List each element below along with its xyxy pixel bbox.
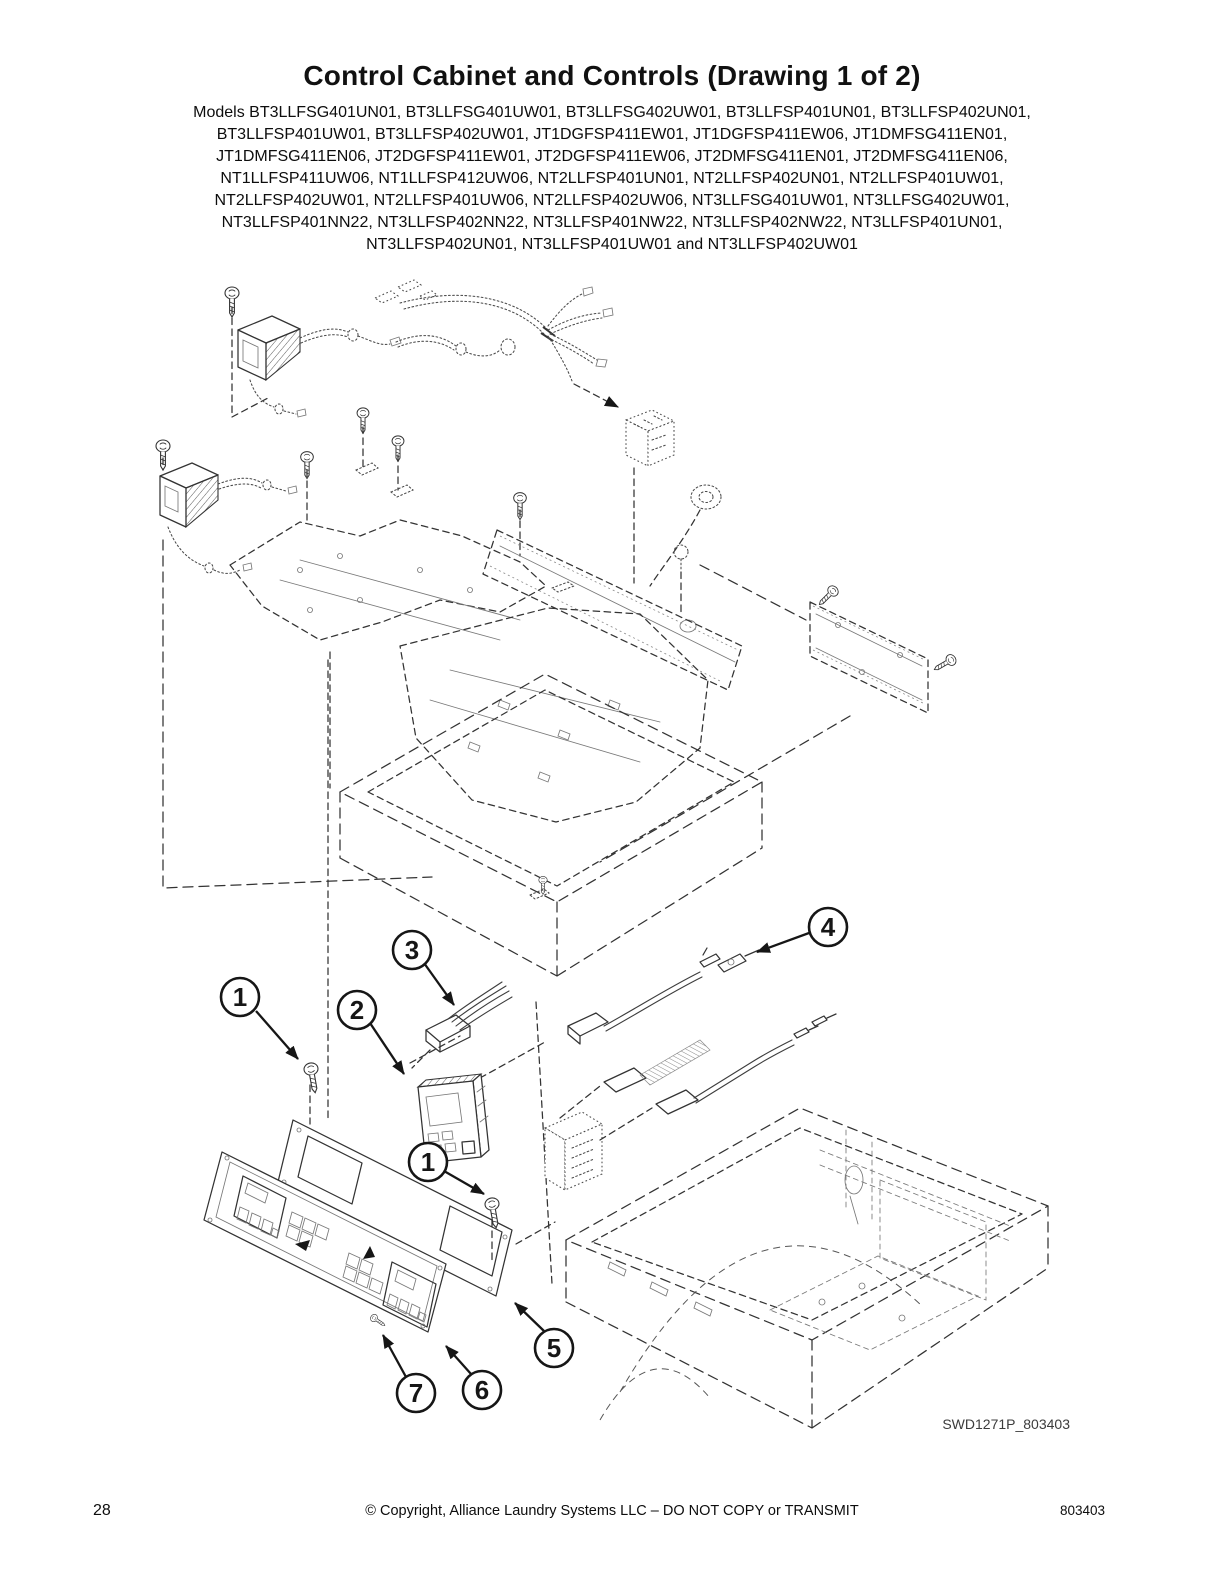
mounting-plates — [230, 408, 708, 822]
callout-3 — [393, 931, 454, 1005]
screw-glyph — [815, 584, 840, 609]
model-list-line: NT3LLFSP402UN01, NT3LLFSP401UW01 and NT3LLFSP402UW01 — [366, 236, 858, 253]
transformer-module-left — [156, 440, 432, 888]
callout-label: 3 — [404, 935, 420, 965]
callout-6 — [446, 1346, 501, 1409]
callout-4 — [757, 908, 847, 952]
callout-7 — [383, 1335, 435, 1412]
callout-label: 4 — [820, 912, 836, 942]
model-list-line: BT3LLFSP401UW01, BT3LLFSP402UW01, JT1DGFSP411EW01, JT1DGFSP411EW06, JT1DMFSG411EN01, — [216, 126, 1008, 143]
support-rail — [483, 530, 742, 690]
callout-label: 1 — [232, 982, 248, 1012]
callout-5 — [515, 1303, 573, 1367]
model-list-line: JT1DMFSG411EN06, JT2DGFSP411EW01, JT2DGFSP411EW06, JT2DMFSG411EN01, JT2DMFSG411EN06, — [216, 148, 1008, 165]
screw-glyph — [303, 1062, 322, 1094]
cabinet-base — [536, 1002, 1048, 1428]
screw-glyph — [156, 440, 170, 470]
callout-label: 5 — [546, 1333, 562, 1363]
callout-label: 1 — [420, 1147, 436, 1177]
model-list-line: NT2LLFSP402UW01, NT2LLFSP401UW06, NT2LLFSP402UW06, NT3LLFSG401UW01, NT3LLFSG402UW01, — [214, 192, 1010, 209]
ignition-module-top — [225, 287, 515, 417]
copyright-notice: © Copyright, Alliance Laundry Systems LLC – DO NOT COPY or TRANSMIT — [365, 1503, 859, 1519]
screw-glyph — [369, 1313, 387, 1329]
control-hood — [340, 674, 762, 976]
page-number: 28 — [93, 1502, 111, 1519]
callout-label: 6 — [474, 1375, 490, 1405]
page-footer — [0, 1502, 1224, 1524]
model-list — [92, 102, 1132, 256]
callout-label: 7 — [408, 1378, 424, 1408]
page-title: Control Cabinet and Controls (Drawing 1 of 2) — [303, 60, 921, 91]
callout-2 — [338, 991, 404, 1074]
screw-glyph — [539, 876, 547, 894]
drawing-code: SWD1271P_803403 — [942, 1416, 1070, 1432]
model-list-line: NT1LLFSP411UW06, NT1LLFSP412UW06, NT2LLFSP401UN01, NT2LLFSP402UN01, NT2LLFSP401UW01, — [220, 170, 1004, 187]
model-list-line: NT3LLFSP401NN22, NT3LLFSP402NN22, NT3LLFSP401NW22, NT3LLFSP402NW22, NT3LLFSP401UN01, — [221, 214, 1003, 231]
callout-label: 2 — [349, 995, 365, 1025]
main-wire-harness — [375, 280, 618, 407]
callout-1a — [221, 978, 298, 1059]
screw-glyph — [932, 653, 958, 675]
connector-block — [514, 410, 721, 632]
document-number: 803403 — [1059, 1503, 1105, 1518]
model-list-line: Models BT3LLFSG401UN01, BT3LLFSG401UW01, BT3LLFSG402UW01, BT3LLFSP401UN01, BT3LLFSP402UN01, — [193, 104, 1031, 121]
